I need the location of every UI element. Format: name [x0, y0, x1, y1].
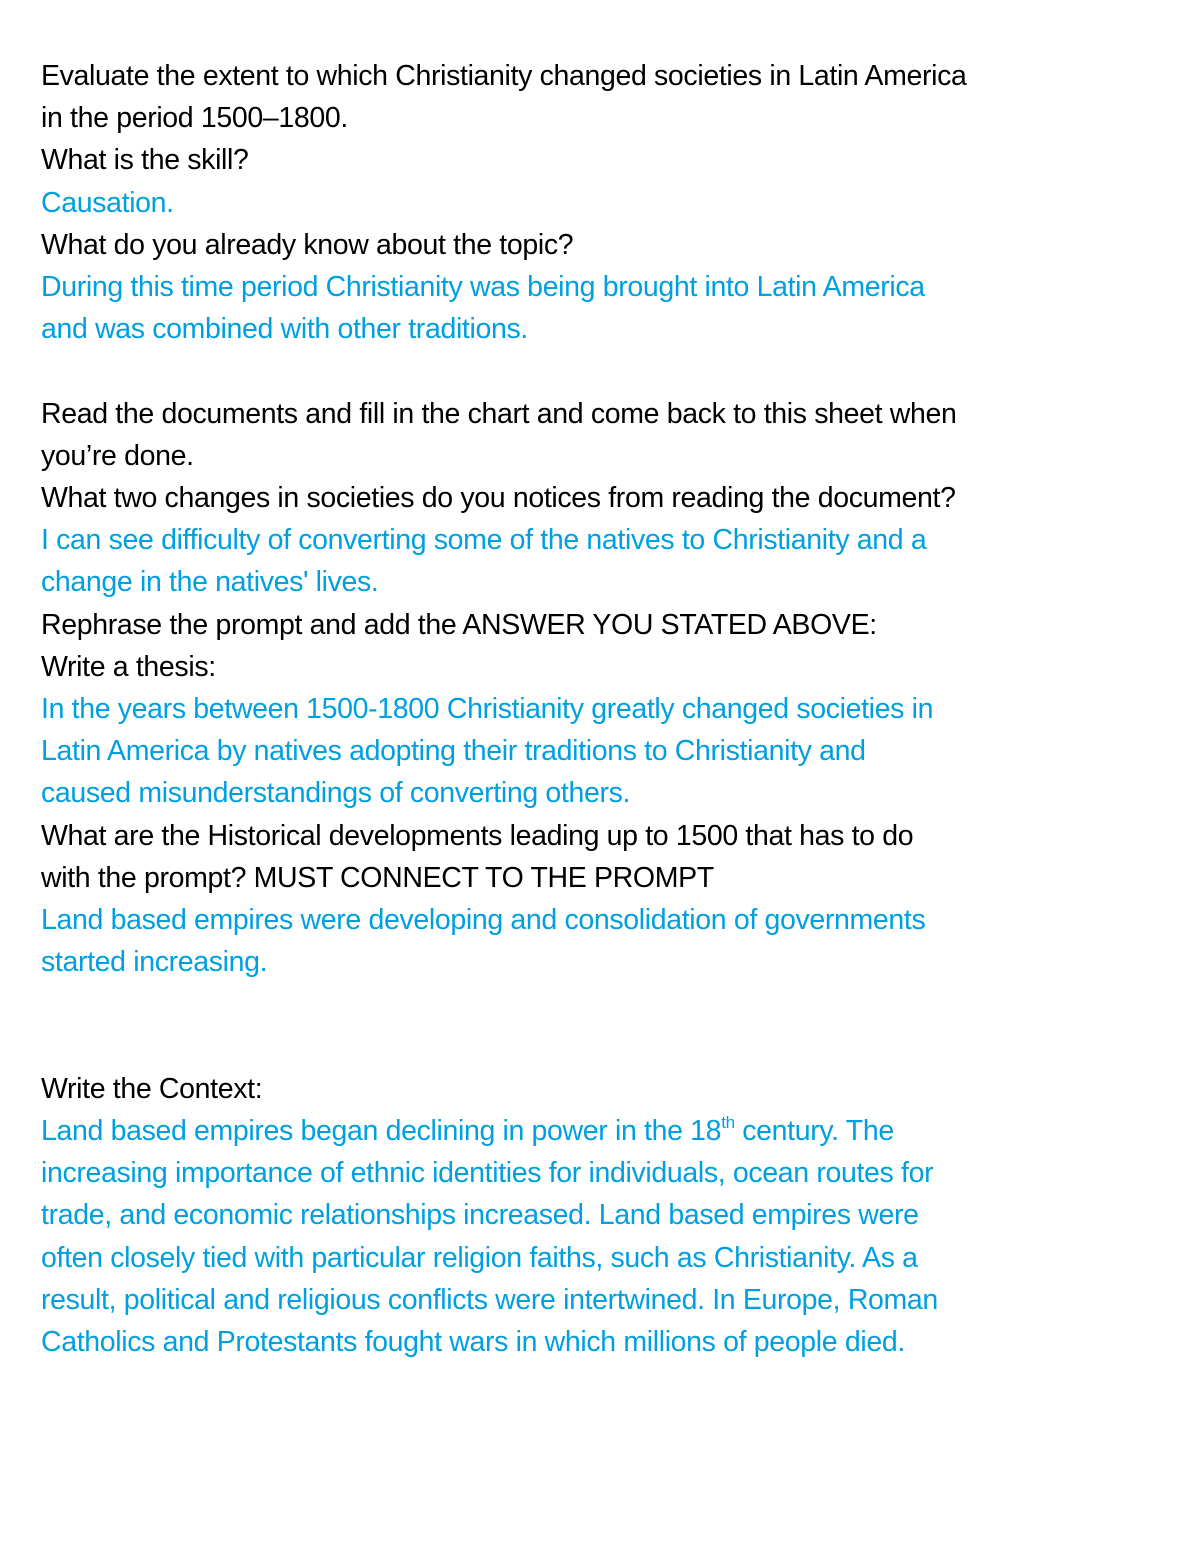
context-answer-line-2: increasing importance of ethnic identities for individuals, ocean routes for: [41, 1157, 934, 1190]
ordinal-suffix: th: [721, 1113, 735, 1133]
instruction-line-2: you’re done.: [41, 439, 194, 472]
context-answer-line-6: Catholics and Protestants fought wars in which millions of people died.: [41, 1326, 905, 1359]
changes-answer-line-2: change in the natives' lives.: [41, 566, 379, 599]
skill-question: What is the skill?: [41, 144, 249, 177]
historical-answer-line-2: started increasing.: [41, 946, 268, 979]
changes-answer-line-1: I can see difficulty of converting some of the natives to Christianity and a: [41, 524, 927, 557]
skill-answer: Causation.: [41, 186, 174, 219]
context-answer-line-1: [41, 1110, 1161, 1152]
context-answer-line-5: result, political and religious conflicts were intertwined. In Europe, Roman: [41, 1283, 938, 1316]
context-answer-line-4: often closely tied with particular religion faiths, such as Christianity. As a: [41, 1241, 918, 1274]
thesis-answer-line-1: In the years between 1500-1800 Christianity greatly changed societies in: [41, 693, 934, 726]
context-question: Write the Context:: [41, 1072, 263, 1105]
prior-knowledge-question: What do you already know about the topic?: [41, 228, 574, 261]
prior-knowledge-answer-line-2: and was combined with other traditions.: [41, 313, 528, 346]
worksheet-body: [41, 55, 1161, 1363]
instruction-line-1: Read the documents and fill in the chart and come back to this sheet when: [41, 397, 957, 430]
historical-answer-line-1: Land based empires were developing and consolidation of governments: [41, 904, 926, 937]
rephrase-instruction: Rephrase the prompt and add the ANSWER YOU STATED ABOVE:: [41, 608, 877, 641]
spacer: [41, 983, 1161, 1025]
thesis-answer-line-3: caused misunderstandings of converting others.: [41, 777, 631, 810]
historical-question-line-1: What are the Historical developments leading up to 1500 that has to do: [41, 819, 914, 852]
spacer: [41, 350, 1161, 392]
context-line-1-text: Land based empires began declining in power in the 18: [41, 1115, 722, 1148]
thesis-question: Write a thesis:: [41, 650, 216, 683]
spacer: [41, 1026, 1161, 1068]
context-answer-line-3: trade, and economic relationships increased. Land based empires were: [41, 1199, 919, 1232]
prior-knowledge-answer-line-1: During this time period Christianity was being brought into Latin America: [41, 271, 925, 304]
historical-question-line-2: with the prompt? MUST CONNECT TO THE PROMPT: [41, 861, 714, 894]
prompt-line-2: in the period 1500–1800.: [41, 102, 348, 135]
context-line-1-tail: century. The: [734, 1115, 894, 1148]
thesis-answer-line-2: Latin America by natives adopting their traditions to Christianity and: [41, 735, 866, 768]
prompt-line-1: Evaluate the extent to which Christianity changed societies in Latin America: [41, 60, 967, 92]
changes-question: What two changes in societies do you notices from reading the document?: [41, 482, 956, 515]
